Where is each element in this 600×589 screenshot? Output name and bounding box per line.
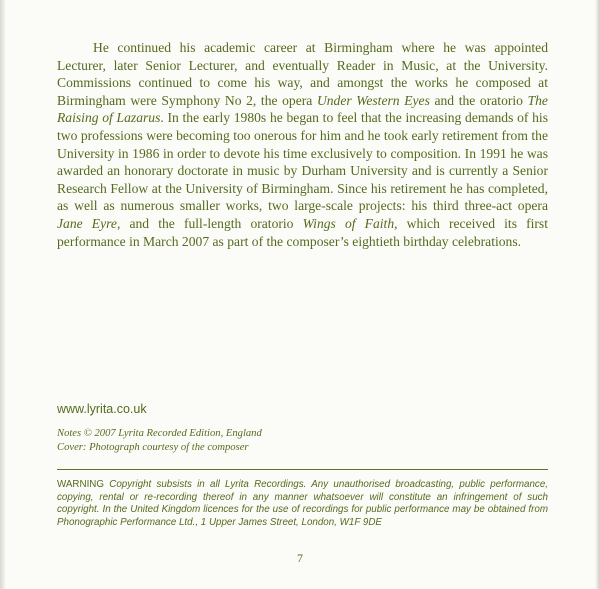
copyright-warning — [57, 479, 548, 529]
biography-text-1: He continued his academic career at Birmingham where he was appointed Lecturer, later Senior Lecturer, and eventually Reader in Music, at the University. Commissions continued to come his way, and amongst the works he composed at Birmingham were Symphony No 2, the opera — [57, 40, 548, 108]
work-title-raising-of-lazarus: The Raising of Lazarus — [57, 92, 548, 126]
warning-label: WARNING — [57, 479, 104, 490]
website-url: www.lyrita.co.uk — [57, 402, 147, 416]
divider-rule — [57, 469, 548, 470]
biography-paragraph — [57, 39, 548, 250]
biography-text-4: , and the full-length oratorio — [116, 215, 303, 231]
credits-block — [57, 427, 262, 455]
cover-credit: Cover: Photograph courtesy of the composer — [57, 442, 249, 453]
biography-text-3: . In the early 1980s he began to feel that the increasing demands of his two professions were becoming too onerous for him and he took early retirement from the University in 1986 in order to devote his time exclusively to composition. In 1991 he was awarded an honorary doctorate in music by Durham University and is currently a Senior Research Fellow at the University of Birmingham. Since his retirement he has completed, as well as numerous smaller works, two large-scale projects: his third three-act opera — [57, 110, 548, 214]
biography-text-5: , which received its first performance in March 2007 as part of the composer’s eightieth birthday celebrations. — [57, 215, 549, 249]
work-title-wings-of-faith: Wings of Faith — [302, 215, 395, 231]
page-number: 7 — [297, 551, 303, 565]
page-edge-shadow-right — [595, 0, 600, 589]
page-edge-shadow-left — [0, 0, 6, 589]
warning-text: Copyright subsists in all Lyrita Recordings. Any unauthorised broadcasting, public performance, copying, rental or re-recording thereof in any manner whatsoever will constitute an infringement of such copyright. In the United Kingdom licences for the use of recordings for public performance may be obtained from Phonographic Performance Ltd., 1 Upper James Street, London, W1F 9DE — [57, 479, 548, 528]
notes-credit: Notes © 2007 Lyrita Recorded Edition, England — [57, 428, 262, 439]
work-title-under-western-eyes: Under Western Eyes — [316, 92, 430, 108]
biography-text-2: and the oratorio — [429, 92, 528, 108]
work-title-jane-eyre: Jane Eyre — [57, 215, 117, 231]
